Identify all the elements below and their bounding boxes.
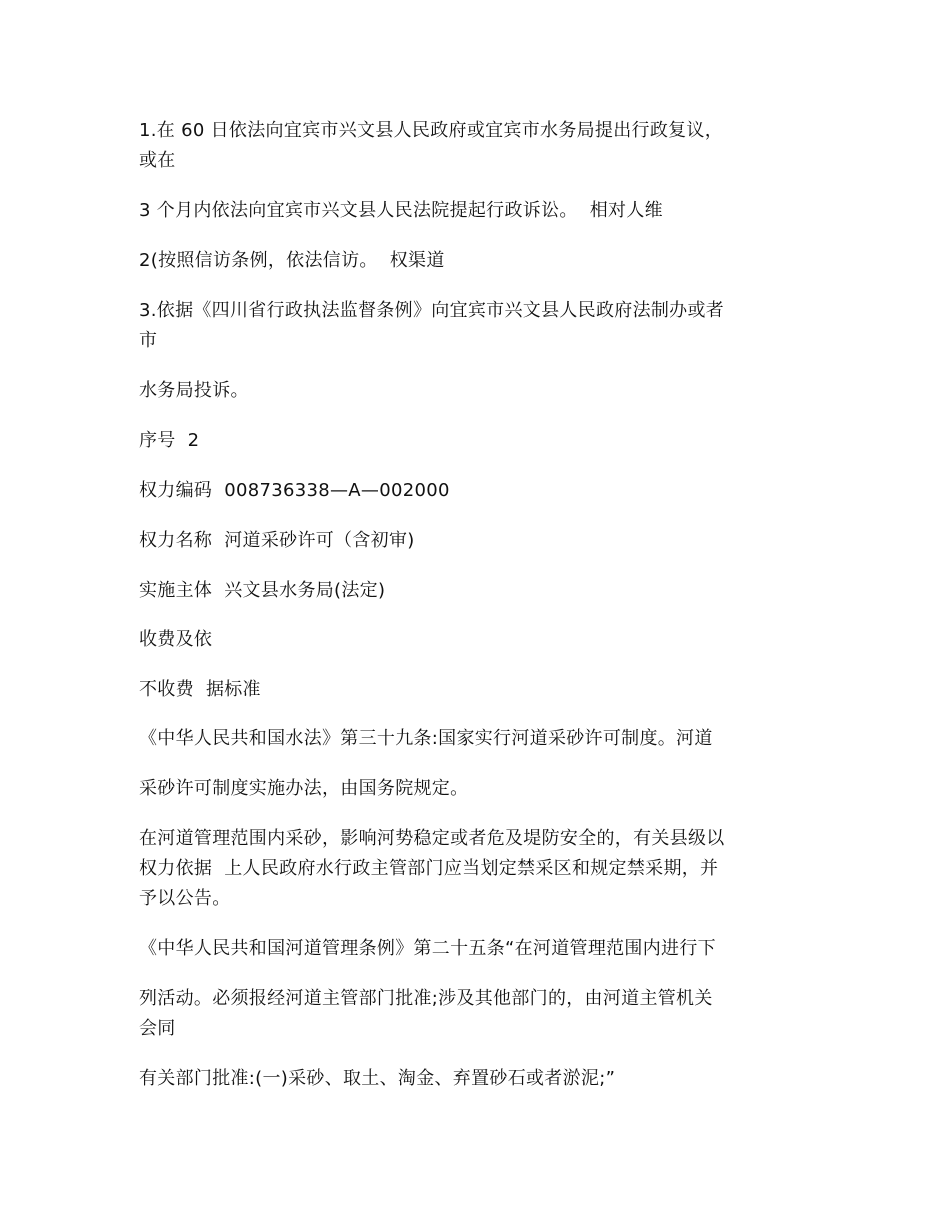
paragraph-approval-activities: 有关部门批准:(一)采砂、取土、淘金、弃置砂石或者淤泥;” bbox=[139, 1068, 616, 1089]
paragraph-complaint-continued: 水务局投诉。 bbox=[139, 380, 249, 401]
paragraph-river-regulation: 《中华人民共和国河道管理条例》第二十五条“在河道管理范围内进行下 bbox=[139, 938, 716, 959]
field-legal-basis: 在河道管理范围内采砂，影响河势稳定或者危及堤防安全的，有关县级以 权力依据 上人民政府水行政主管部门应当划定禁采区和规定禁采期，并 予以公告。 bbox=[139, 828, 725, 909]
field-fee-value: 不收费 据标准 bbox=[139, 679, 261, 700]
paragraph-review-option: 1.在 60 日依法向宜宾市兴文县人民政府或宜宾市水务局提出行政复议， 或在 bbox=[139, 120, 724, 171]
paragraph-litigation-option: 3 个月内依法向宜宾市兴文县人民法院提起行政诉讼。 相对人维 bbox=[139, 200, 663, 221]
field-fee-label: 收费及依 bbox=[139, 629, 213, 650]
field-power-name: 权力名称 河道采砂许可（含初审) bbox=[139, 530, 415, 551]
paragraph-complaint-option: 3.依据《四川省行政执法监督条例》向宜宾市兴文县人民政府法制办或者 市 bbox=[139, 300, 725, 351]
paragraph-river-regulation-continued: 列活动。必须报经河道主管部门批准;涉及其他部门的，由河道主管机关 会同 bbox=[139, 988, 713, 1039]
paragraph-water-law: 《中华人民共和国水法》第三十九条:国家实行河道采砂许可制度。河道 bbox=[139, 728, 713, 749]
field-power-code: 权力编码 008736338—A—002000 bbox=[139, 480, 450, 501]
paragraph-water-law-continued: 采砂许可制度实施办法，由国务院规定。 bbox=[139, 778, 469, 799]
field-serial-number: 序号 2 bbox=[139, 430, 200, 451]
paragraph-petition-option: 2(按照信访条例，依法信访。 权渠道 bbox=[139, 250, 445, 271]
field-implementing-body: 实施主体 兴文县水务局(法定) bbox=[139, 580, 386, 601]
